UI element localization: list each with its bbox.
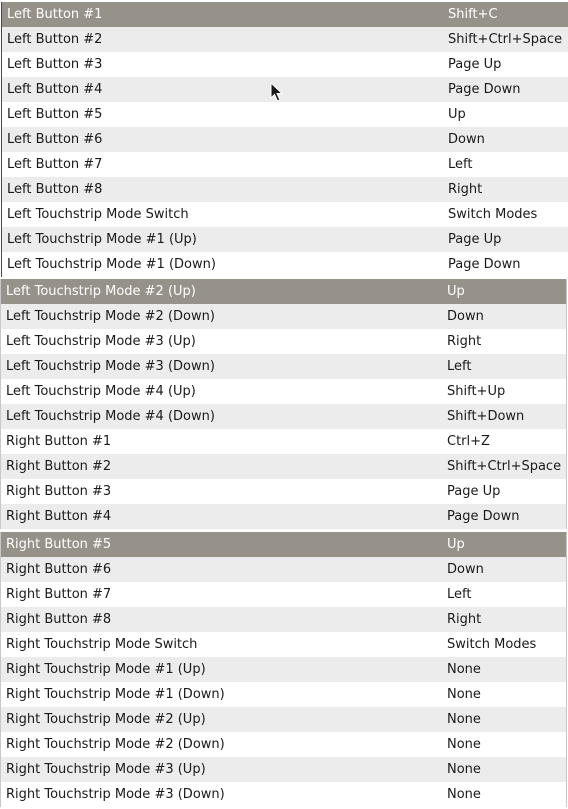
action-name-cell: Right Touchstrip Mode #2 (Up)	[6, 712, 206, 727]
action-name-cell: Left Touchstrip Mode Switch	[7, 207, 189, 222]
action-name-cell: Left Button #5	[7, 107, 103, 122]
table-row[interactable]	[1, 607, 566, 632]
action-name-cell: Left Button #8	[7, 182, 103, 197]
table-row[interactable]	[2, 202, 568, 227]
key-binding-cell: Shift+C	[448, 7, 498, 22]
action-name-cell: Left Button #2	[7, 32, 103, 47]
key-binding-cell: None	[447, 737, 481, 752]
key-binding-cell: Left	[447, 359, 472, 374]
action-name-cell: Right Button #2	[6, 459, 112, 474]
key-binding-cell: Shift+Down	[447, 409, 525, 424]
table-row[interactable]	[1, 354, 566, 379]
key-binding-cell: Page Down	[448, 82, 521, 97]
keymap-list-panel-2[interactable]	[0, 279, 567, 529]
action-name-cell: Right Button #1	[6, 434, 112, 449]
table-row[interactable]	[1, 557, 566, 582]
table-row[interactable]	[1, 329, 566, 354]
action-name-cell: Right Touchstrip Mode #2 (Down)	[6, 737, 225, 752]
key-binding-cell: None	[447, 687, 481, 702]
table-row[interactable]	[1, 404, 566, 429]
key-binding-cell: Shift+Ctrl+Space	[448, 32, 563, 47]
action-name-cell: Left Touchstrip Mode #3 (Down)	[6, 359, 215, 374]
key-binding-cell: Up	[447, 537, 465, 552]
table-row[interactable]	[2, 77, 568, 102]
table-row[interactable]	[1, 454, 566, 479]
table-row[interactable]	[1, 782, 566, 807]
action-name-cell: Left Touchstrip Mode #4 (Up)	[6, 384, 196, 399]
key-binding-cell: Down	[447, 309, 484, 324]
table-row[interactable]	[1, 279, 566, 304]
key-binding-cell: Left	[447, 587, 472, 602]
key-binding-cell: Switch Modes	[447, 637, 537, 652]
table-row[interactable]	[1, 429, 566, 454]
action-name-cell: Left Button #7	[7, 157, 103, 172]
action-name-cell: Left Touchstrip Mode #3 (Up)	[6, 334, 196, 349]
table-row[interactable]	[2, 2, 568, 27]
action-name-cell: Left Touchstrip Mode #1 (Down)	[7, 257, 216, 272]
table-row[interactable]	[2, 252, 568, 277]
key-binding-cell: Up	[447, 284, 465, 299]
table-row[interactable]	[2, 102, 568, 127]
key-binding-cell: Switch Modes	[448, 207, 538, 222]
key-binding-cell: None	[447, 662, 481, 677]
action-name-cell: Left Touchstrip Mode #4 (Down)	[6, 409, 215, 424]
action-name-cell: Right Button #7	[6, 587, 112, 602]
key-binding-cell: Right	[447, 612, 482, 627]
table-row[interactable]	[2, 177, 568, 202]
key-binding-cell: Page Up	[448, 232, 502, 247]
table-row[interactable]	[2, 152, 568, 177]
table-row[interactable]	[1, 682, 566, 707]
action-name-cell: Left Touchstrip Mode #1 (Up)	[7, 232, 197, 247]
table-row[interactable]	[1, 532, 566, 557]
table-row[interactable]	[1, 657, 566, 682]
keymap-list-panel-1[interactable]	[1, 2, 568, 277]
action-name-cell: Right Button #3	[6, 484, 112, 499]
action-name-cell: Left Button #4	[7, 82, 103, 97]
table-row[interactable]	[1, 379, 566, 404]
action-name-cell: Right Touchstrip Mode #3 (Down)	[6, 787, 225, 802]
key-binding-cell: None	[447, 712, 481, 727]
action-name-cell: Left Touchstrip Mode #2 (Down)	[6, 309, 215, 324]
key-binding-cell: Page Up	[447, 484, 501, 499]
action-name-cell: Right Button #4	[6, 509, 112, 524]
key-binding-cell: None	[447, 762, 481, 777]
action-name-cell: Right Touchstrip Mode #3 (Up)	[6, 762, 206, 777]
action-name-cell: Left Button #6	[7, 132, 103, 147]
table-row[interactable]	[1, 504, 566, 529]
table-row[interactable]	[1, 707, 566, 732]
key-binding-cell: Page Down	[448, 257, 521, 272]
key-binding-cell: Page Up	[448, 57, 502, 72]
table-row[interactable]	[1, 757, 566, 782]
key-binding-cell: Down	[448, 132, 485, 147]
table-row[interactable]	[2, 127, 568, 152]
action-name-cell: Left Button #1	[7, 7, 103, 22]
table-row[interactable]	[1, 304, 566, 329]
key-binding-cell: Right	[448, 182, 483, 197]
key-binding-cell: Page Down	[447, 509, 520, 524]
action-name-cell: Right Touchstrip Mode #1 (Down)	[6, 687, 225, 702]
keymap-list-panel-3[interactable]	[0, 532, 567, 807]
key-binding-cell: Up	[448, 107, 466, 122]
key-binding-cell: None	[447, 787, 481, 802]
action-name-cell: Left Button #3	[7, 57, 103, 72]
table-row[interactable]	[1, 732, 566, 757]
key-binding-cell: Shift+Up	[447, 384, 506, 399]
table-row[interactable]	[2, 27, 568, 52]
table-row[interactable]	[1, 632, 566, 657]
table-row[interactable]	[2, 227, 568, 252]
key-binding-cell: Left	[448, 157, 473, 172]
table-row[interactable]	[1, 479, 566, 504]
action-name-cell: Right Button #8	[6, 612, 112, 627]
key-binding-cell: Down	[447, 562, 484, 577]
action-name-cell: Left Touchstrip Mode #2 (Up)	[6, 284, 196, 299]
action-name-cell: Right Button #5	[6, 537, 112, 552]
table-row[interactable]	[1, 582, 566, 607]
key-binding-cell: Shift+Ctrl+Space	[447, 459, 562, 474]
key-binding-cell: Right	[447, 334, 482, 349]
action-name-cell: Right Button #6	[6, 562, 112, 577]
table-row[interactable]	[2, 52, 568, 77]
key-binding-cell: Ctrl+Z	[447, 434, 490, 449]
action-name-cell: Right Touchstrip Mode #1 (Up)	[6, 662, 206, 677]
action-name-cell: Right Touchstrip Mode Switch	[6, 637, 198, 652]
